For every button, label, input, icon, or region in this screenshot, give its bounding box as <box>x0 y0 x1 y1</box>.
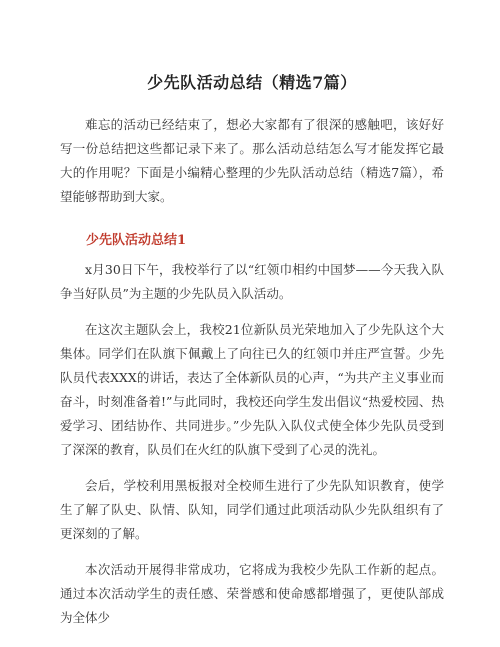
section-paragraph-4: 本次活动开展得非常成功，它将成为我校少先队工作新的起点。通过本次活动学生的责任感、荣誉感和使命感都增强了，更使队部成为全体少 <box>60 562 444 625</box>
section-heading: 少先队活动总结1 <box>86 233 187 248</box>
intro-paragraph: 难忘的活动已经结束了，想必大家都有了很深的感触吧，该好好写一份总结把这些都记录下来了。那么活动总结怎么写才能发挥它最大的作用呢？下面是小编精心整理的少先队活动总结（精选7篇），希望能够帮助到大家。 <box>60 117 444 204</box>
section-paragraph-3: 会后，学校利用黑板报对全校师生进行了少先队知识教育，使学生了解了队史、队情、队知，同学们通过此项活动队少先队组织有了更深刻的了解。 <box>60 478 444 541</box>
section-paragraph-1: x月30日下午，我校举行了以“红领巾相约中国梦——今天我入队争当好队员”为主题的少先队员入队活动。 <box>60 262 444 301</box>
document-title: 少先队活动总结（精选7篇） <box>147 73 357 92</box>
section-paragraph-2: 在这次主题队会上，我校21位新队员光荣地加入了少先队这个大集体。同学们在队旗下佩戴上了向往已久的红领巾并庄严宣誓。少先队员代表XXX的讲话，表达了全体新队员的心声，“为共产主义事业而奋斗，时刻准备着!”与此同时，我校还向学生发出倡议“热爱校园、热爱学习、团结协作、共同进步。”少先队入队仪式使全体少先队员受到了深深的教育，队员们在火红的队旗下受到了心灵的洗礼。 <box>60 322 444 457</box>
